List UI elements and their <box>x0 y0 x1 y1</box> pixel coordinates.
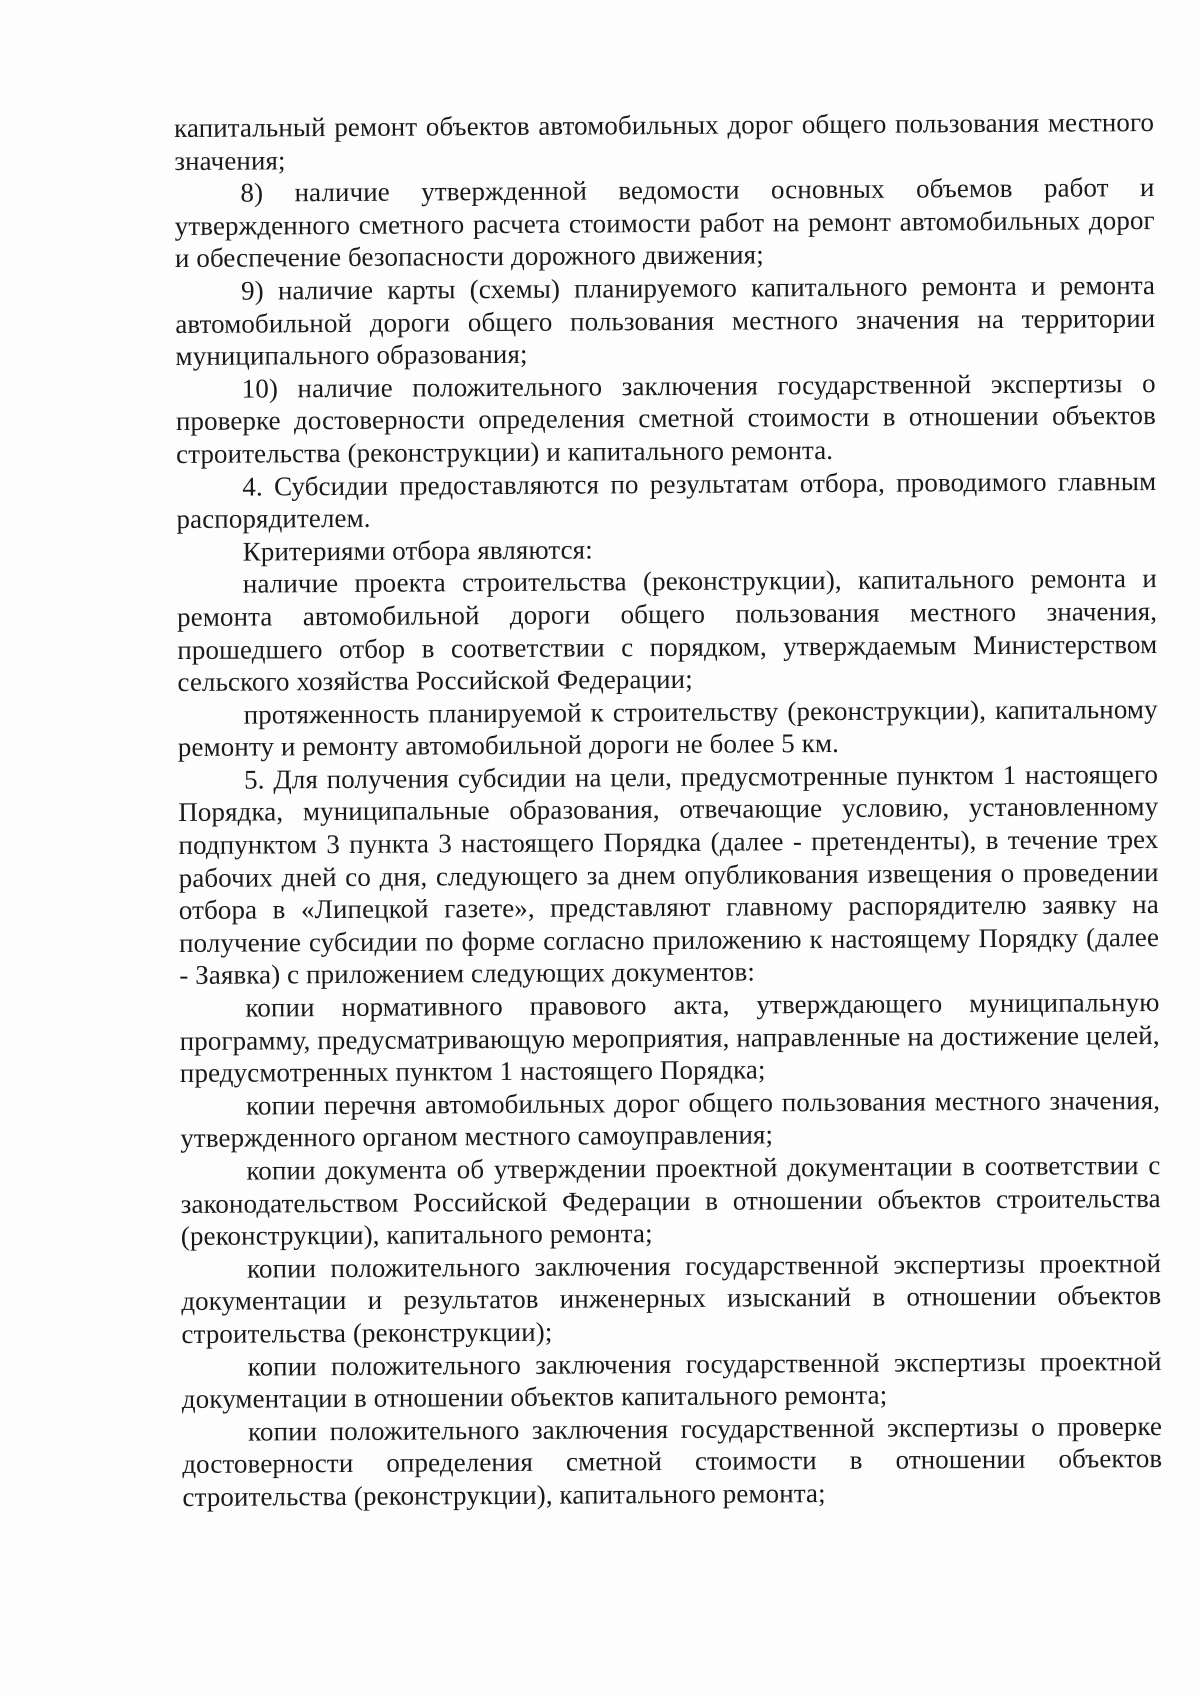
paragraph-continuation: капитальный ремонт объектов автомобильных дорог общего пользования местного значения; <box>174 107 1155 176</box>
paragraph-criteria-heading: Критериями отбора являются: <box>242 534 593 567</box>
paragraph-doc-approval: копии документа об утверждении проектной документации в соответствии с законодательством Российской Федерации в отношении объектов строительства (реконструкции), капитального ремонта; <box>180 1149 1161 1252</box>
paragraph-section-5: 5. Для получения субсидии на цели, предусмотренные пунктом 1 настоящего Порядка, муниципальные образования, отвечающие условию, установленному подпунктом 3 пункта 3 настоящего Порядка (далее - претенденты), в течение трех рабочих дней со дня, следующего за днем опубликования извещения о проведении отбора в «Липецкой газете», представляют главному распорядителю заявку на получение субсидии по форме согласно приложению к настоящему Порядку (далее - Заявка) с приложением следующих документов: <box>178 758 1160 991</box>
paragraph-doc-normative-act: копии нормативного правового акта, утверждающего муниципальную программу, предусматривающую мероприятия, направленные на достижение целей, предусмотренных пунктом 1 настоящего Порядка; <box>179 987 1160 1089</box>
document-body <box>174 106 1163 1513</box>
paragraph-item-9: 9) наличие карты (схемы) планируемого капитального ремонта и ремонта автомобильной дороги общего пользования местного значения на территории муниципального образования; <box>175 269 1156 372</box>
paragraph-item-8: 8) наличие утвержденной ведомости основных объемов работ и утвержденного сметного расчета стоимости работ на ремонт автомобильных дорог и обеспечение безопасности дорожного движения; <box>174 172 1155 274</box>
paragraph-doc-expertise-repair: копии положительного заключения государственной экспертизы проектной документации в отношении объектов капитального ремонта; <box>181 1345 1162 1415</box>
paragraph-doc-cost-verification: копии положительного заключения государственной экспертизы о проверке достоверности определения сметной стоимости в отношении объектов строительства (реконструкции), капитального ремонта; <box>182 1410 1163 1512</box>
paragraph-criterion-length: протяженность планируемой к строительству (реконструкции), капитальному ремонту и ремонту автомобильной дороги не более 5 км. <box>177 693 1158 763</box>
paragraph-doc-road-list: копии перечня автомобильных дорог общего пользования местного значения, утвержденного органом местного самоуправления; <box>180 1084 1161 1154</box>
paragraph-doc-expertise-construction: копии положительного заключения государственной экспертизы проектной документации и результатов инженерных изысканий в отношении объектов строительства (реконструкции); <box>181 1247 1162 1349</box>
paragraph-section-4: 4. Субсидии предоставляются по результатам отбора, проводимого главным распорядителем. <box>176 465 1157 535</box>
paragraph-item-10: 10) наличие положительного заключения государственной экспертизы о проверке достоверности определения сметной стоимости в отношении объектов строительства (реконструкции) и капитального ремонта. <box>175 367 1156 469</box>
paragraph-criterion-project: наличие проекта строительства (реконструкции), капитального ремонта и ремонта автомобильной дороги общего пользования местного значения, прошедшего отбор в соответствии с порядком, утверждаемым Министерством сельского хозяйства Российской Федерации; <box>176 563 1158 698</box>
